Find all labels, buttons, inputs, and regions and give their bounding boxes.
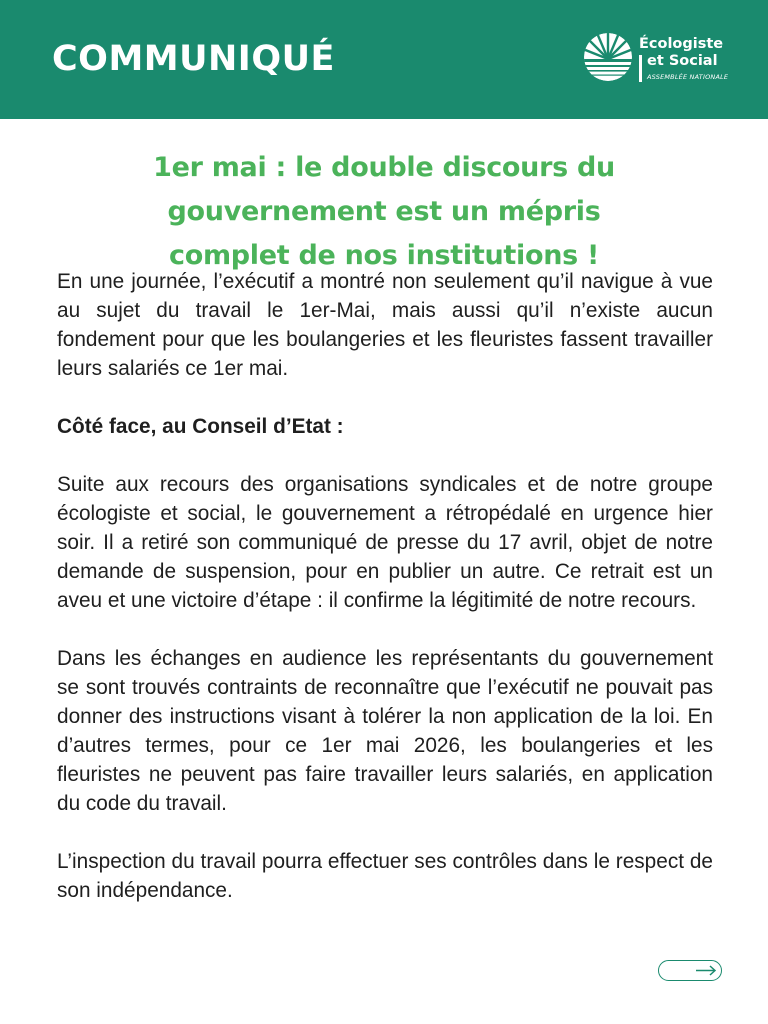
body-paragraph-2: Dans les échanges en audience les représentants du gouvernement se sont trouvés contraints de reconnaître que l’exécutif ne pouvait pas donner des instructions visant à tolérer la non application de la loi. En d’autres termes, pour ce 1er mai 2026, les boulangeries et les fleuristes ne peuvent pas faire travailler leurs salariés, en application du code du travail. bbox=[57, 647, 713, 815]
logo-name bbox=[639, 36, 723, 70]
section-heading: Côté face, au Conseil d’Etat : bbox=[57, 415, 344, 438]
header-banner bbox=[0, 0, 768, 119]
headline-line1: 1er mai : le double discours du bbox=[153, 152, 615, 183]
headline-line3: complet de nos institutions ! bbox=[168, 240, 600, 271]
headline-line2: gouvernement est un mépris bbox=[167, 196, 601, 227]
sunrise-logo-icon bbox=[583, 32, 633, 82]
page-title: COMMUNIQUÉ bbox=[52, 39, 335, 79]
logo-divider bbox=[639, 55, 642, 82]
logo-subtitle: ASSEMBLÉE NATIONALE bbox=[647, 73, 729, 81]
logo-name-line2: et Social bbox=[647, 53, 718, 69]
arrow-right-icon bbox=[695, 965, 717, 976]
logo bbox=[583, 32, 753, 84]
logo-name-line1: Écologiste bbox=[639, 36, 724, 52]
intro-paragraph: En une journée, l’exécutif a montré non seulement qu’il navigue à vue au sujet du travail le 1er-Mai, mais aussi qu’il n’existe aucun fondement pour que les boulangeries et les fleuristes fassent travailler leurs salariés ce 1er mai. bbox=[57, 270, 713, 380]
headline bbox=[84, 146, 684, 278]
body-paragraph-3: L’inspection du travail pourra effectuer ses contrôles dans le respect de son indépendance. bbox=[57, 850, 713, 902]
article-body bbox=[57, 267, 713, 905]
next-page-button[interactable] bbox=[658, 960, 722, 981]
body-paragraph-1: Suite aux recours des organisations syndicales et de notre groupe écologiste et social, le gouvernement a rétropédalé en urgence hier soir. Il a retiré son communiqué de presse du 17 avril, objet de notre demande de suspension, pour en publier un autre. Ce retrait est un aveu et une victoire d’étape : il confirme la légitimité de notre recours. bbox=[57, 473, 713, 612]
